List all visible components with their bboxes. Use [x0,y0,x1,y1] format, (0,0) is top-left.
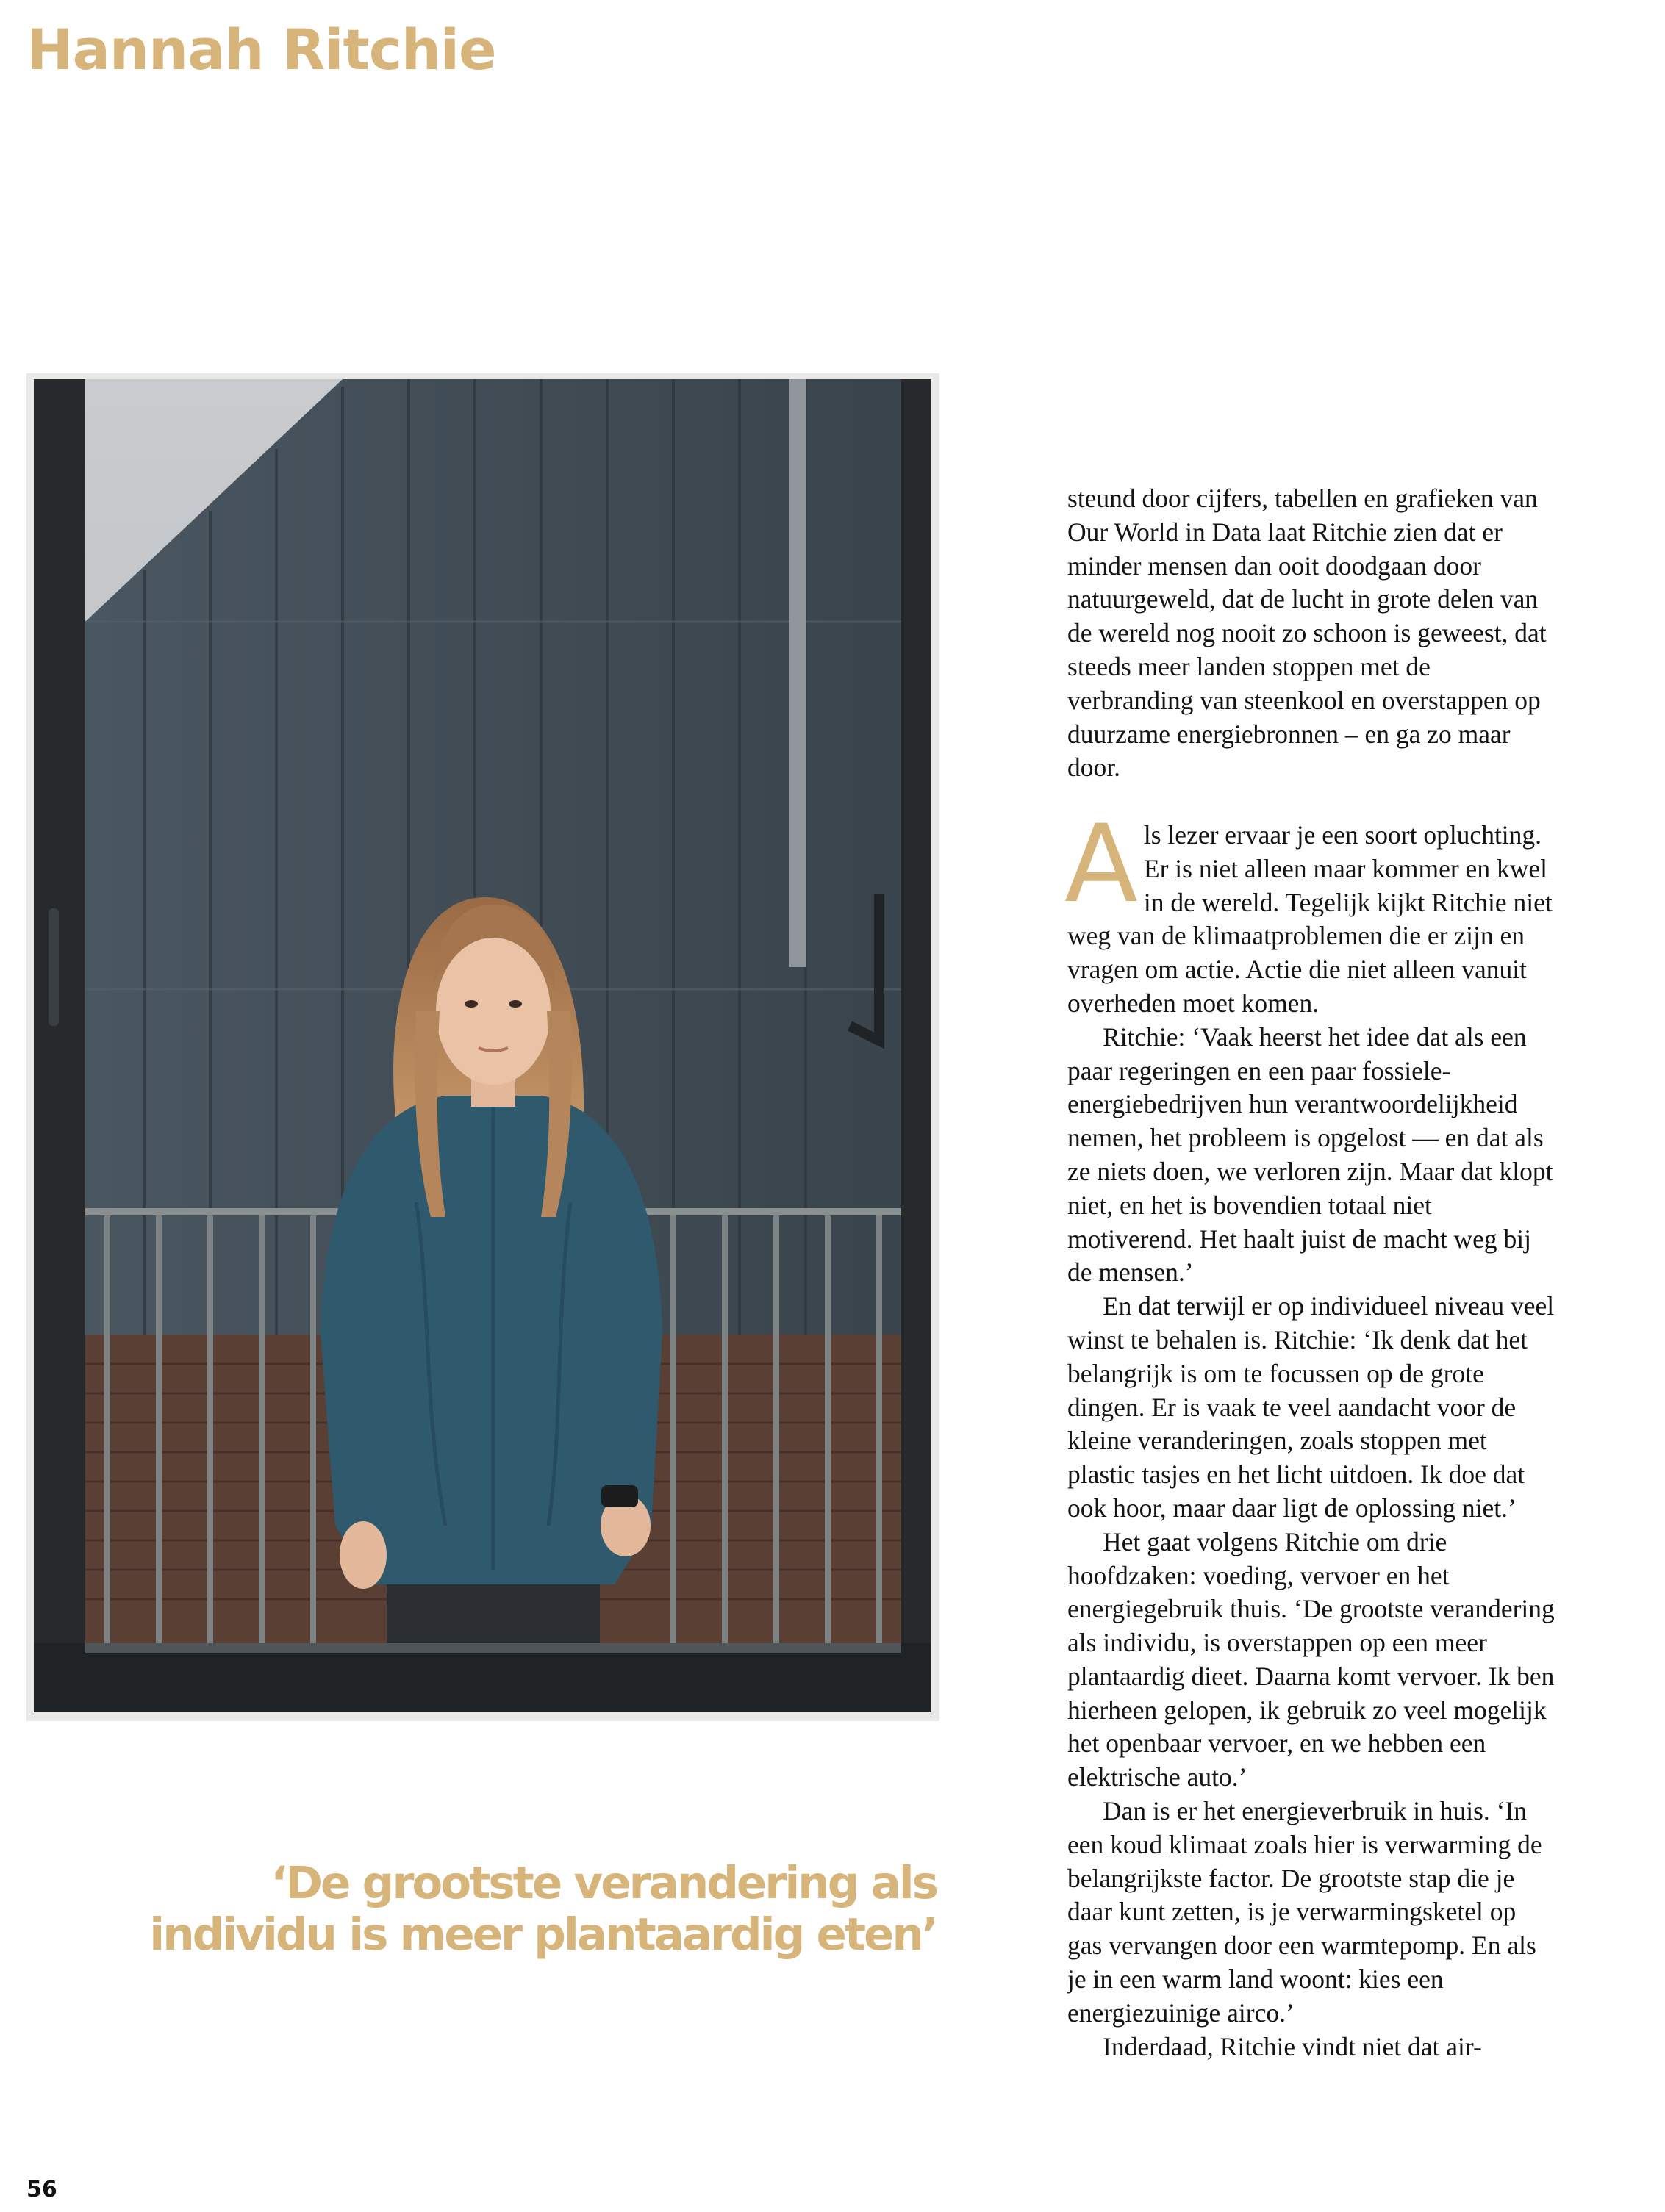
drop-cap: A [1064,801,1138,927]
portrait-illustration [34,379,931,1712]
article-paragraph: steund door cijfers, tabellen en grafieken van Our World in Data laat Ritchie zien dat er minder mensen dan ooit doodgaan door natuurgeweld, dat de lucht in grote delen van de wereld nog nooit zo schoon is geweest, dat steeds meer landen stoppen met de verbranding van steenkool en overstappen op duurzame energiebronnen – en ga zo maar door. [1067,484,1547,783]
article-paragraph: Het gaat volgens Ritchie om drie hoofdzaken: voeding, vervoer en het energiegebruik thuis. ‘De grootste verandering als individu, is overstappen op een meer plantaardig dieet. Daarna komt vervoer. Ik ben hierheen gelopen, ik gebruik zo veel mogelijk het openbaar vervoer, en we hebben een elektrische auto.’ [1067,1526,1555,1792]
article-header-name: Hannah Ritchie [26,17,496,82]
article-paragraph: Ritchie: ‘Vaak heerst het idee dat als een paar regeringen en een paar fossiele-energiebedrijven hun verantwoordelijkheid nemen, het probleem is opgelost — en dat als ze niets doen, we verloren zijn. Maar dat klopt niet, en het is bovendien totaal niet motiverend. Het haalt juist de macht weg bij de mensen.’ [1067,1021,1553,1288]
portrait-photo [26,373,939,1721]
article-paragraph: Inderdaad, Ritchie vindt niet dat air- [1103,2031,1482,2061]
pull-quote: ‘De grootste verandering als individu is meer plantaardig eten’ [149,1857,937,1961]
article-paragraph: Dan is er het energieverbruik in huis. ‘In een koud klimaat zoals hier is verwarming de belangrijkste factor. De grootste stap die je daar kunt zetten, is je verwarmingsketel op gas vervangen door een warmtepomp. En als je in een warm land woont: kies een energiezuinige airco.’ [1067,1796,1542,2028]
article-paragraph: En dat terwijl er op individueel niveau veel winst te behalen is. Ritchie: ‘Ik denk dat het belangrijk is om te focussen op de grote dingen. Er is vaak te veel aandacht voor de kleine veranderingen, zoals stoppen met plastic tasjes en het licht uitdoen. Ik doe dat ook hoor, maar daar ligt de oplossing niet.’ [1067,1291,1555,1523]
article-paragraph-dropcap [1064,801,1556,1021]
article-body [1064,482,1556,2064]
article-paragraph-text: ls lezer ervaar je een soort opluchting. Er is niet alleen maar kommer en kwel in de wereld. Tegelijk kijkt Ritchie niet weg van de klimaatproblemen die er zijn en vragen om actie. Actie die niet alleen vanuit overheden moet komen. [1067,819,1553,1018]
page-number: 56 [26,2177,57,2202]
